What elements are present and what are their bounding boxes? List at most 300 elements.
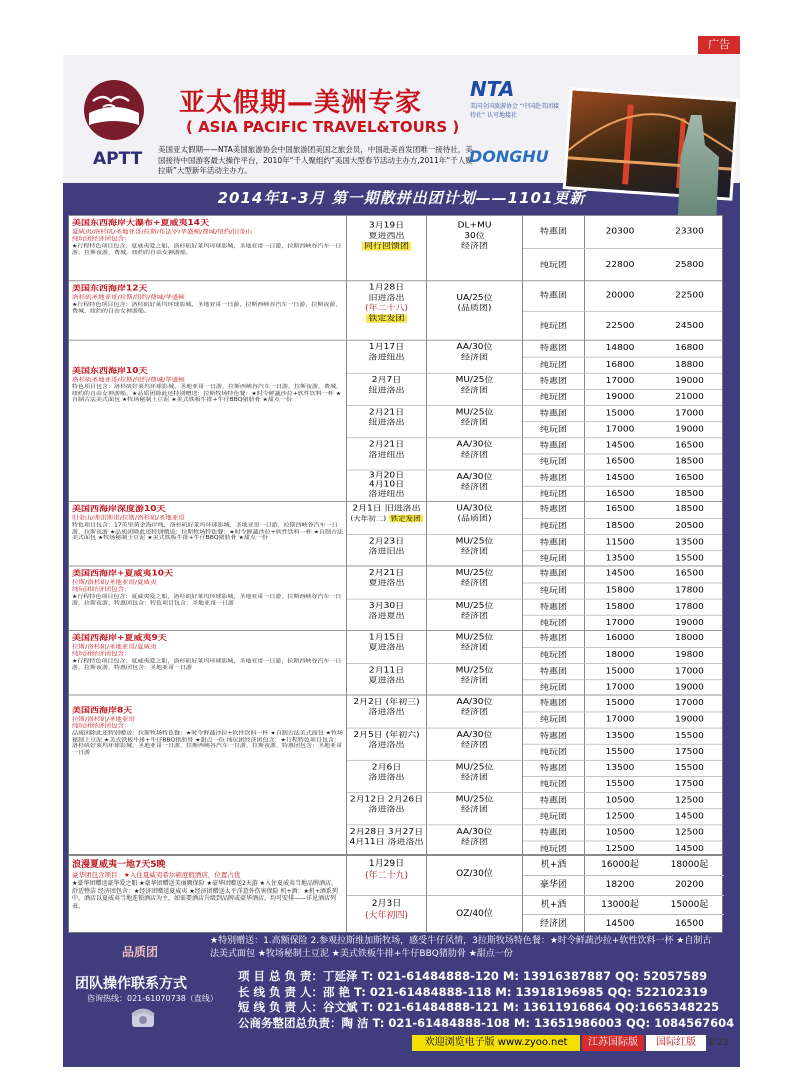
route-title: 美国西海岸+夏威夷9天 (72, 634, 167, 643)
date-line: 2月21日 (368, 440, 405, 450)
price-type: 特惠团 (523, 406, 585, 422)
price-type: 纯玩团 (523, 583, 585, 599)
price-adult: 18500 (605, 522, 635, 531)
flight-line: AA/30位 (456, 827, 493, 837)
flight-cell (427, 216, 523, 281)
price-type: 纯玩团 (523, 809, 585, 825)
tour-row-hawaii (68, 855, 723, 933)
price-alt: 18500 (675, 505, 704, 514)
plan-title: 2014年1-3月 第一期散拼出团计划——1101更新 (217, 189, 586, 207)
price-type: 特惠团 (523, 281, 585, 311)
price-alt: 17500 (675, 780, 704, 789)
price-alt: 25800 (675, 260, 704, 270)
date-line: 2月21日 (368, 408, 405, 418)
price-type: 纯玩团 (523, 519, 585, 535)
price-adult: 11500 (605, 538, 635, 547)
date-line: 洛进纽出 (368, 490, 405, 499)
price-adult: 12500 (605, 812, 635, 822)
price-row (523, 663, 723, 679)
tour-row (69, 630, 723, 695)
footer-browse[interactable]: 欢迎浏览电子版 www.zyoo.net (412, 1035, 580, 1051)
flight-cell (427, 599, 523, 631)
tour-row (69, 216, 723, 281)
route-cities: 旧金山/弗雷斯诺/拉斯/洛杉矶/圣地亚哥 (72, 514, 185, 522)
price-adult: 15000 (605, 409, 635, 418)
date-line: (大年初四) (364, 911, 409, 921)
route-desc: ★行程特色项目包含：夏威夷爱之船，洛杉矶好莱坞环球影城，圣地亚哥一日游，拉斯西峡谷汽车一日游，拉斯夜游，特惠团包含：圣地亚哥一日游 (72, 658, 342, 671)
flight-line: 经济团 (460, 708, 488, 717)
route-desc: ★豪华团赠送豪华爱之船 ★豪华团赠送美丽额保险 ★豪华团赠送2天游 ★入住夏威夷当地品牌酒店，舒适整洁 经济团包含：★经济团赠送夏威夷 ★经济团赠送太平洋意外伤害保险 机+酒：★机+酒系列中，酒店以夏威夷当地连锁酒店为主，如需要酒店升级到品牌或豪华酒店，均可安排——详见酒店列表。 (72, 880, 338, 910)
flight-cell (427, 895, 523, 934)
price-adult: 10500 (605, 828, 635, 838)
nta-logo (470, 77, 560, 137)
date-cell (347, 470, 427, 502)
price-row (523, 281, 723, 311)
donghu-logo: DONGHU (469, 147, 549, 166)
price-type: 特惠团 (523, 793, 585, 809)
flight-line: 经济团 (460, 805, 488, 815)
price-row (523, 914, 724, 933)
price-type: 豪华团 (523, 876, 585, 895)
flight-line: MU/25位 (455, 408, 494, 418)
price-row (523, 776, 723, 792)
price-alt: 21000 (675, 393, 704, 402)
price-row (523, 895, 724, 914)
tour-row (69, 501, 723, 566)
flight-cell (427, 631, 523, 663)
price-row (523, 728, 723, 744)
price-type: 纯玩团 (523, 680, 585, 696)
price-type: 纯玩团 (523, 616, 585, 632)
price-alt: 20500 (675, 522, 704, 531)
price-alt: 18000起 (670, 860, 709, 870)
price-type: 特惠团 (523, 761, 585, 777)
date-line: 夏进洛出 (368, 579, 405, 588)
price-alt: 16500 (675, 919, 704, 929)
price-row (523, 311, 723, 341)
date-line: (年二十九) (364, 871, 409, 881)
price-adult: 16500 (605, 505, 635, 514)
price-adult: 14500 (605, 919, 635, 929)
price-row (523, 808, 723, 824)
price-type: 纯玩团 (523, 745, 585, 761)
price-adult: 14500 (605, 473, 635, 483)
flight-cell (427, 760, 523, 792)
price-type: 纯玩团 (523, 777, 585, 793)
flight-line: MU/25位 (455, 537, 494, 547)
date-line: 纽进洛出 (368, 418, 405, 428)
title-en: ( ASIA PACIFIC TRAVEL&TOURS ) (186, 118, 460, 136)
price-type: 特惠团 (523, 438, 585, 454)
price-row (523, 875, 724, 894)
price-adult: 13500 (605, 731, 635, 741)
date-line: 洛进纽出 (368, 353, 405, 362)
route-desc: ★行程特色项目包含：洛杉矶好莱坞环球影城，圣地亚哥一日游，拉斯西峡谷汽车一日游，拉斯夜游，费城，纽约的自由女神游船。 (72, 301, 342, 314)
flight-cell (427, 341, 523, 373)
price-alt: 12500 (675, 796, 704, 805)
flight-cell (427, 856, 523, 895)
price-adult: 19000 (605, 393, 635, 402)
route-cities: 拉斯/洛杉矶/圣地亚哥/夏威夷 (72, 643, 157, 651)
date-line: 洛进旧出 (368, 547, 405, 557)
price-row (523, 647, 723, 663)
flight-line: 经济团 (460, 643, 488, 653)
flight-line: 经济团 (460, 612, 488, 621)
price-alt: 19800 (675, 651, 704, 660)
date-cell (347, 373, 427, 405)
date-line: 2月28日 3月27日 (349, 827, 424, 837)
price-adult: 15000 (605, 667, 635, 676)
route-title: 浪漫夏威夷一地7天5晚 (72, 860, 166, 870)
date-line: 1月29日 (368, 859, 405, 869)
flight-cell (427, 373, 523, 405)
price-adult: 17000 (605, 425, 635, 434)
route-cell (69, 695, 347, 855)
route-desc: ★行程特色项目包含：夏威夷爱之船，洛杉矶好莱坞环球影城，圣地亚哥一日游，拉斯西峡谷汽车一日游，拉斯夜游，费城，纽约的自由女神游船。 (72, 243, 342, 256)
price-type: 特惠团 (523, 341, 585, 357)
date-cell (347, 437, 427, 469)
price-row (523, 502, 723, 518)
route-title: 美国西海岸深度游10天 (72, 505, 166, 514)
price-alt: 17000 (675, 409, 704, 418)
price-alt: 16500 (675, 441, 704, 451)
price-adult: 15800 (605, 586, 635, 596)
flight-line: MU/25位 (455, 633, 494, 642)
date-cell (347, 534, 427, 566)
price-adult: 15000 (605, 698, 635, 708)
price-alt: 22500 (675, 291, 704, 300)
price-row (523, 216, 723, 248)
route-title: 美国西海岸8天 (72, 706, 133, 715)
tour-row (69, 280, 723, 339)
price-adult: 17000 (605, 377, 635, 386)
price-alt: 12500 (675, 828, 704, 838)
flight-line: AA/30位 (456, 343, 493, 352)
contact-line: 项 目 总 负 责：丁延泽 T: 021-61484888-120 M: 13916387887 QQ: 52057589 (238, 969, 708, 983)
flight-line: 经济团 (460, 353, 488, 362)
route-desc: ★行程特色项目包含：夏威夷爱之船，洛杉矶好莱坞环球影城，圣地亚哥一日游，拉斯西峡谷汽车一日游，拉斯夜游，特惠团包含：特色项目包含：圣地亚哥一日游 (72, 593, 342, 606)
flight-cell (427, 281, 523, 340)
price-type: 特惠团 (523, 502, 585, 518)
date-line: 2月6日 (371, 763, 402, 772)
date-line: 洛进洛出 (368, 773, 405, 782)
price-row (523, 599, 723, 615)
route-package: 纯玩团经济团包含： (72, 650, 131, 658)
footer-jiangsu: 江苏国际版 (582, 1035, 644, 1051)
route-title: 美国东西海岸10天 (72, 366, 148, 376)
flight-line: 经济团 (460, 741, 488, 750)
date-line: (大年初二) (350, 514, 387, 523)
tag-badge: 铁定发团 (368, 314, 405, 323)
price-row (523, 631, 723, 647)
price-type: 纯玩团 (523, 358, 585, 374)
route-cell (69, 856, 347, 932)
price-adult: 13000起 (601, 900, 639, 910)
route-cities: 洛杉矶圣地亚哥/拉斯/纽约/费城/华盛顿 (72, 293, 185, 301)
title-cn: 亚太假期—美洲专家 (179, 88, 423, 118)
price-alt: 19000 (675, 683, 704, 693)
route-package: 纯玩团经济团包含： (72, 585, 131, 593)
price-type: 特惠团 (523, 631, 585, 647)
tour-row (69, 695, 723, 855)
flight-cell (427, 437, 523, 469)
price-type: 纯玩团 (523, 454, 585, 470)
price-row (523, 357, 723, 373)
price-row (523, 695, 723, 711)
price-adult: 22800 (605, 260, 635, 270)
phone-icon (129, 1005, 157, 1029)
date-line: 4月10日 (368, 480, 405, 490)
premium-text: ★特别赠送：1.高额保险 2.参观拉斯维加斯牧场，感受牛仔风情，3拉斯牧场特色餐：★时令鲜蔬沙拉+软性饮料一杯 ★自制古法美式面包 ★牧场秘制土豆泥 ★美式铁板牛排+牛仔BBQ猪肋骨 ★甜点一份 (210, 936, 712, 959)
price-adult: 16500 (605, 490, 635, 499)
date-cell (347, 502, 427, 534)
price-row (523, 712, 723, 728)
price-row (523, 566, 723, 582)
price-alt: 16500 (675, 473, 704, 483)
price-alt: 17000 (675, 667, 704, 676)
price-row (523, 248, 723, 280)
price-alt: 17800 (675, 586, 704, 596)
flight-line: 经济团 (460, 838, 488, 847)
date-line: 1月17日 (368, 343, 405, 352)
price-type: 经济团 (523, 915, 585, 934)
price-alt: 17000 (675, 698, 704, 708)
flight-line: AA/30位 (456, 731, 493, 740)
date-line: 洛进洛出 (368, 708, 405, 717)
date-line: 洛进洛出 (368, 741, 405, 750)
price-alt: 14500 (675, 844, 704, 854)
date-cell (347, 792, 427, 824)
price-alt: 19000 (675, 619, 704, 628)
price-row (523, 550, 723, 566)
contact-title: 团队操作联系方式 (75, 976, 187, 992)
flight-cell (427, 405, 523, 437)
route-cell (69, 216, 347, 281)
date-line: 2月5日 (年初六) (353, 731, 420, 740)
price-alt: 15500 (675, 554, 704, 564)
contact-line: 公商务整团总负责：陶 洁 T: 021-61484888-108 M: 13651986003 QQ: 1084567604 (238, 1015, 735, 1030)
date-line: 3月19日 (368, 221, 405, 231)
flight-cell (427, 792, 523, 824)
flight-cell (427, 534, 523, 566)
date-cell (347, 663, 427, 695)
price-row (523, 679, 723, 695)
route-cities: 洛杉矶圣地亚哥/拉斯/纽约/费城/华盛顿 (72, 376, 185, 384)
date-line: 2月2日 (年初三) (353, 697, 420, 707)
route-cities: 拉斯/洛杉矶/圣地亚哥 (72, 715, 135, 723)
date-line: 2月1日 旧进洛出 (352, 504, 421, 513)
route-package: 纯玩团经济团包含： (72, 722, 131, 730)
flight-line: OZ/30位 (456, 869, 493, 879)
price-alt: 17500 (675, 748, 704, 757)
date-cell (347, 405, 427, 437)
nta-logo-text: NTA (470, 77, 515, 101)
price-alt: 23300 (675, 227, 704, 237)
price-adult: 16800 (605, 360, 635, 370)
price-adult: 15500 (605, 748, 635, 757)
price-type: 纯玩团 (523, 841, 585, 855)
route-cities: 豪华团包含项目：★入住夏威夷希尔顿度假酒店，位置占优 (72, 871, 241, 879)
flight-cell (427, 470, 523, 502)
flight-line: 经济团 (460, 450, 488, 460)
header-banner (63, 55, 740, 183)
price-adult: 15800 (605, 602, 635, 612)
price-adult: 16500 (605, 457, 635, 467)
price-adult: 20300 (605, 227, 635, 237)
route-desc: 品质团除此还特别赠送：拉斯牧场特色餐：★时令鲜蔬沙拉+软性饮料一杯 ★自制古法美式面包 ★牧场秘制土豆泥 ★美式铁板牛排+牛仔BBQ猪肋骨 ★甜点一份 纯玩团经济团包含：★行程特色项目包含：洛杉矶好莱坞环球影城，圣地亚哥一日游，拉斯西峡谷汽车一日游，拉斯夜游，特惠团包含：圣地亚哥一日游 (72, 730, 343, 756)
price-row (523, 421, 723, 437)
route-package: 纯玩团经济团包含： (72, 235, 131, 243)
price-adult: 13500 (605, 764, 635, 773)
price-adult: 18200 (605, 880, 635, 890)
route-cell (69, 502, 347, 566)
footer-red-edition: 国际红版 (646, 1035, 706, 1051)
price-adult: 17000 (605, 619, 635, 628)
price-type: 机+酒 (523, 856, 585, 875)
price-adult: 13500 (605, 554, 635, 564)
date-cell (347, 599, 427, 631)
date-cell (347, 856, 427, 895)
flight-line: 经济团 (460, 483, 488, 492)
company-intro: 美国亚太假期——NTA美国旅游协会中国旅游团美国之旅会员，中国赴美首发团唯一接待社，美国接待中国游客最大操作平台，2010年“千人聚组约”美国大型春节活动主办方,2011年“千人聚拉斯”大型新年活动主办方。 (158, 145, 473, 175)
route-title: 美国东西海岸大瀑布+夏威夷14天 (72, 219, 210, 228)
price-type: 机+酒 (523, 896, 585, 915)
price-row (523, 518, 723, 534)
route-cell (69, 341, 347, 501)
date-cell (347, 631, 427, 663)
price-adult: 14800 (605, 344, 635, 353)
price-adult: 12500 (605, 844, 635, 854)
price-row (523, 534, 723, 550)
date-line: 3月20日 (368, 471, 405, 480)
price-type: 特惠团 (523, 729, 585, 745)
date-line: 旧进洛出 (368, 293, 405, 303)
footer-page-number: 彩23 (708, 1038, 729, 1048)
flight-line: MU/25位 (455, 376, 494, 385)
price-type: 纯玩团 (523, 312, 585, 342)
price-type: 特惠团 (523, 216, 585, 248)
price-row (523, 615, 723, 631)
price-row (523, 760, 723, 776)
price-row (523, 341, 723, 357)
date-line: 2月12日 2月26日 (349, 795, 424, 805)
flight-line: AA/30位 (456, 697, 493, 707)
flight-line: MU/25位 (455, 568, 494, 578)
date-line: 洛进夏出 (368, 612, 405, 621)
contact-line: 短 线 负 责 人：谷文斌 T: 021-61484888-121 M: 13611916864 QQ:1665348225 (238, 1000, 720, 1014)
price-adult: 18000 (605, 651, 635, 660)
flight-line: 经济团 (460, 547, 488, 557)
price-row (523, 437, 723, 453)
premium-label: 品质团 (122, 945, 159, 959)
price-alt: 17800 (675, 602, 704, 612)
price-row (523, 792, 723, 808)
price-adult: 20000 (605, 291, 635, 300)
flight-line: 经济团 (460, 773, 488, 782)
flight-cell (427, 502, 523, 534)
price-alt: 13500 (675, 538, 704, 547)
price-type: 特惠团 (523, 600, 585, 616)
route-desc: 特色项目包含：洛杉矶好莱坞环球影城，圣地亚哥一日游，拉斯西峡谷汽车一日游，拉斯夜游，费城，纽约的自由女神游船。★品质团除此还特别赠送：拉斯牧场特色餐：★时令鲜蔬沙拉+软性饮料一杯 ★自制古法美式面包 ★牧场秘制土豆泥 ★美式铁板牛排+牛仔BBQ猪肋骨 ★甜点一份 (72, 383, 343, 403)
date-line: 洛进洛出 (368, 805, 405, 815)
date-line: (年二十八) (364, 304, 409, 313)
date-line: 2月3日 (371, 899, 402, 909)
flight-cell (427, 824, 523, 855)
route-title: 美国西海岸+夏威夷10天 (72, 569, 174, 579)
date-line: 夏进洛出 (368, 643, 405, 653)
date-cell (347, 216, 427, 281)
flight-line: 经济团 (460, 242, 488, 251)
price-row (523, 405, 723, 421)
price-type: 特惠团 (523, 470, 585, 486)
date-line: 纽进洛出 (368, 386, 405, 395)
date-cell (347, 281, 427, 340)
flight-line: MU/25位 (455, 795, 494, 805)
contact-line: 长 线 负 责 人：邵 艳 T: 021-61484888-118 M: 13918196985 QQ: 522102319 (238, 984, 708, 999)
price-alt: 15500 (675, 764, 704, 773)
date-line: 2月7日 (371, 376, 402, 385)
price-row (523, 583, 723, 599)
flight-cell (427, 695, 523, 727)
flight-line: AA/30位 (456, 473, 493, 482)
date-line: 夏进西出 (368, 231, 405, 241)
ad-tag: 广告 (698, 36, 740, 54)
flight-line: MU/25位 (455, 763, 494, 772)
price-row (523, 470, 723, 486)
price-row (523, 373, 723, 389)
date-line: 1月15日 (368, 633, 405, 642)
price-alt: 19000 (675, 425, 704, 434)
flight-line: UA/25位 (456, 293, 493, 303)
date-cell (347, 824, 427, 855)
date-line: 2月11日 (368, 666, 405, 676)
tag-badge: 铁定发团 (390, 514, 421, 523)
price-type: 特惠团 (523, 825, 585, 841)
price-type: 特惠团 (523, 664, 585, 680)
price-alt: 15000起 (670, 900, 709, 910)
date-cell (347, 760, 427, 792)
price-alt: 16800 (675, 344, 704, 353)
price-type: 特惠团 (523, 374, 585, 390)
price-alt: 14500 (675, 812, 704, 822)
price-row (523, 841, 723, 855)
route-cell (69, 631, 347, 695)
flight-cell (427, 728, 523, 760)
date-line: 1月28日 (368, 283, 405, 293)
aptt-logo-text: APTT (93, 149, 143, 169)
price-row (523, 486, 723, 502)
flight-line: (品质团) (457, 304, 492, 313)
price-type: 纯玩团 (523, 487, 585, 503)
price-alt: 18000 (675, 634, 704, 643)
flight-line: AA/30位 (456, 440, 493, 450)
date-line: 4月11日 洛进洛出 (349, 838, 424, 847)
date-line: 2月23日 (368, 537, 405, 547)
price-adult: 22500 (605, 321, 635, 331)
price-row (523, 389, 723, 405)
price-type: 纯玩团 (523, 712, 585, 728)
flight-line: DL+MU (457, 221, 492, 231)
date-cell (347, 728, 427, 760)
price-row (523, 824, 723, 840)
price-alt: 24500 (675, 321, 704, 331)
price-type: 特惠团 (523, 695, 585, 711)
tag-badge: 同行回馈团 (363, 242, 409, 251)
price-type: 纯玩团 (523, 422, 585, 438)
contact-section (63, 967, 740, 1033)
price-type: 特惠团 (523, 566, 585, 582)
price-adult: 15500 (605, 780, 635, 789)
